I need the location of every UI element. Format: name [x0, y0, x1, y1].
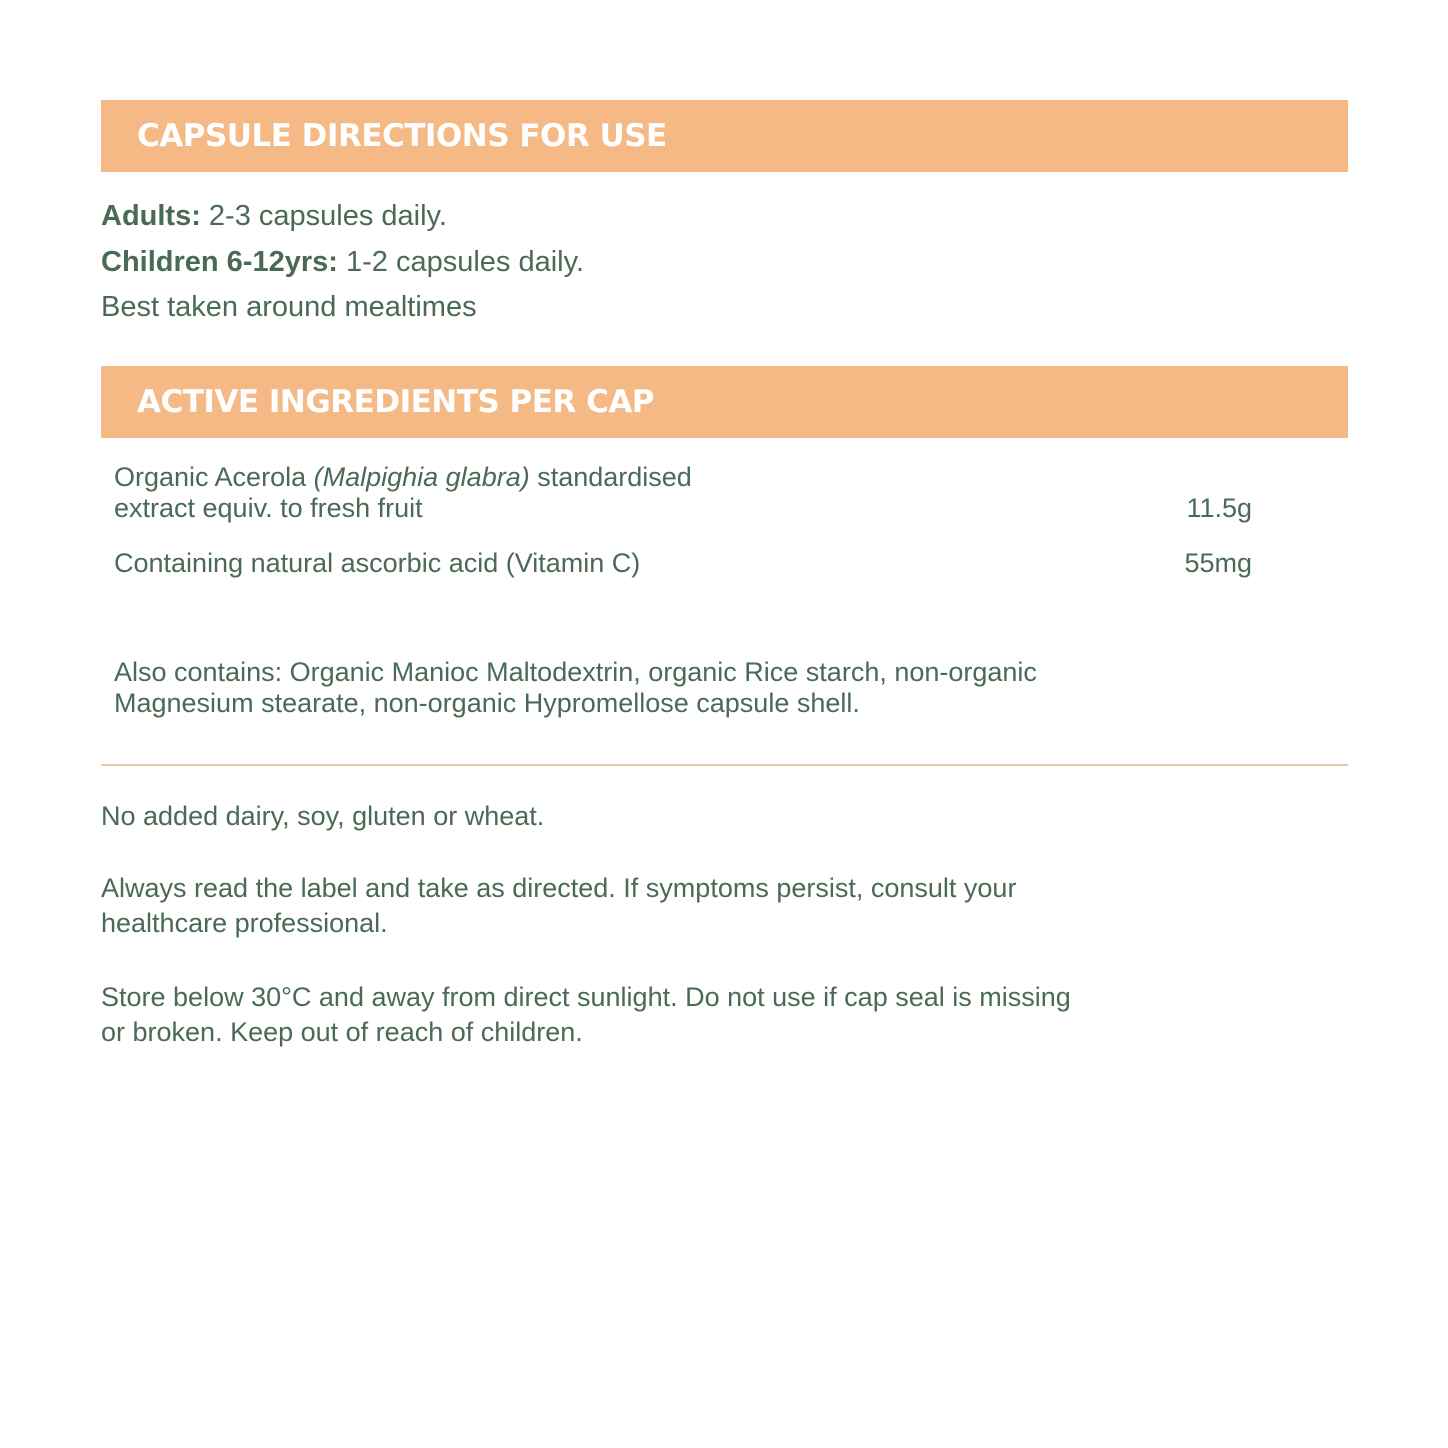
children-dosage — [101, 245, 584, 279]
storage-line2: or broken. Keep out of reach of children. — [101, 1017, 583, 1047]
also-contains-line1: Also contains: Organic Manioc Maltodextrin, organic Rice starch, non-organic — [114, 657, 1037, 687]
ingredient-vitamin-c-amount: 55mg — [1184, 548, 1252, 578]
ingredient-acerola-latin: (Malpighia glabra) — [313, 462, 530, 492]
storage-line1: Store below 30°C and away from direct sunlight. Do not use if cap seal is missing — [101, 982, 1071, 1012]
ingredient-acerola-name — [114, 462, 692, 493]
adults-label: Adults: — [101, 200, 201, 232]
mealtime-note: Best taken around mealtimes — [101, 291, 477, 323]
warning-line2: healthcare professional. — [101, 908, 388, 938]
adults-text: 2-3 capsules daily. — [200, 200, 447, 232]
children-label: Children 6-12yrs: — [101, 246, 338, 278]
adults-dosage — [101, 199, 447, 233]
warning-line1: Always read the label and take as directed. If symptoms persist, consult your — [101, 873, 1017, 903]
ingredient-acerola-suffix: standardised — [529, 462, 692, 492]
also-contains-line2: Magnesium stearate, non-organic Hypromellose capsule shell. — [114, 688, 860, 718]
ingredients-heading: ACTIVE INGREDIENTS PER CAP — [101, 366, 1348, 438]
children-text: 1-2 capsules daily. — [337, 246, 585, 278]
ingredient-acerola-amount: 11.5g — [1186, 493, 1252, 523]
section-divider — [101, 764, 1348, 766]
ingredient-vitamin-c-name: Containing natural ascorbic acid (Vitamin C) — [114, 548, 641, 578]
ingredient-acerola-prefix: Organic Acerola — [114, 462, 314, 492]
ingredient-acerola-name-line2: extract equiv. to fresh fruit — [114, 493, 423, 523]
directions-heading: CAPSULE DIRECTIONS FOR USE — [101, 100, 1348, 172]
allergen-statement: No added dairy, soy, gluten or wheat. — [101, 801, 545, 831]
